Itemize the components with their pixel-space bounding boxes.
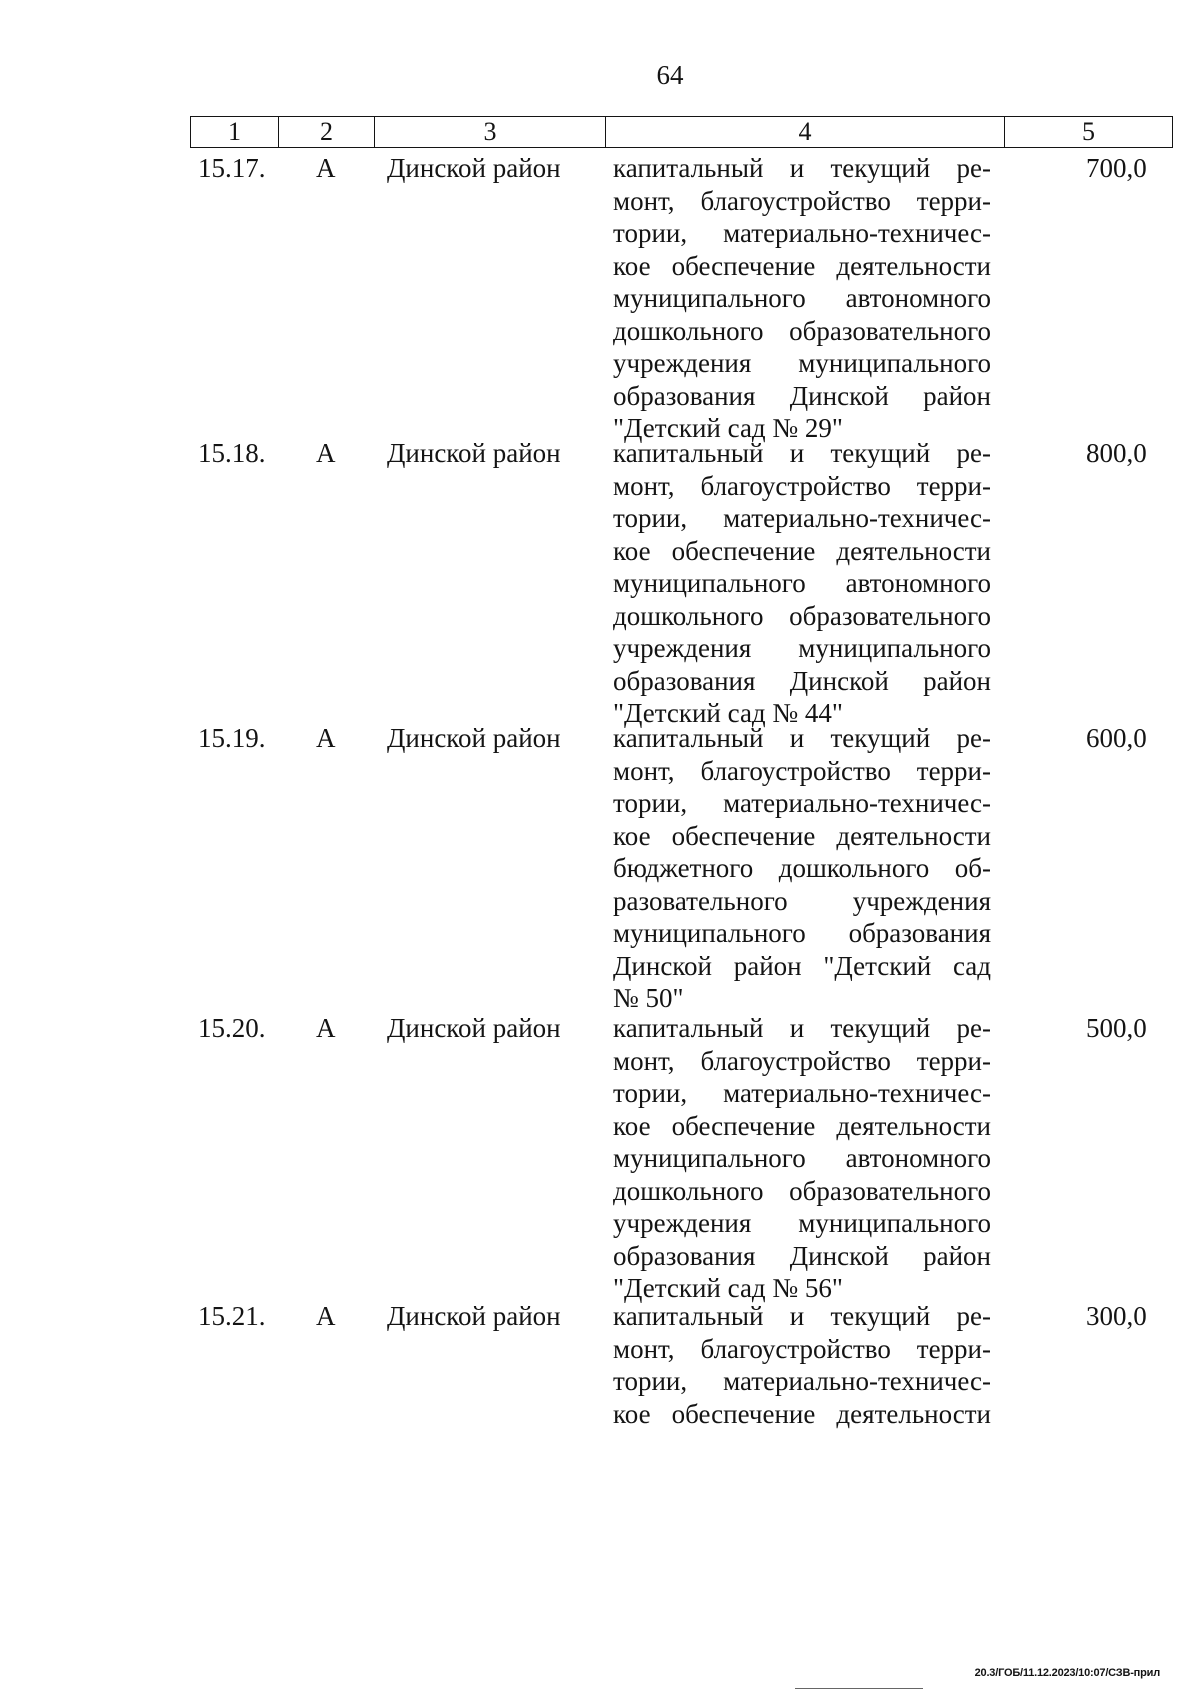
description-line: муниципального образования: [613, 918, 991, 948]
row-code: А: [316, 723, 336, 753]
row-description: [613, 437, 991, 730]
header-col-3: 3: [375, 117, 606, 148]
row-district: Динской район: [387, 723, 561, 753]
row-description: [613, 1012, 991, 1305]
footer-divider: [795, 1688, 923, 1689]
row-number: 15.20.: [198, 1013, 266, 1043]
description-line: тории, материально-техничес-: [613, 788, 991, 818]
row-code: А: [316, 1013, 336, 1043]
row-number: 15.18.: [198, 438, 266, 468]
description-line: монт, благоустройство терри-: [613, 1333, 991, 1364]
description-line: образования Динской район: [613, 380, 991, 411]
row-district: Динской район: [387, 153, 561, 183]
row-district: Динской район: [387, 1301, 561, 1331]
row-description: [613, 1300, 991, 1430]
description-line: кое обеспечение деятельности: [613, 1110, 991, 1141]
header-col-5: 5: [1005, 117, 1173, 148]
description-line: муниципального автономного: [613, 568, 991, 598]
description-line: "Детский сад № 56": [613, 1273, 843, 1303]
description-line: монт, благоустройство терри-: [613, 1045, 991, 1076]
row-amount: 700,0: [1086, 153, 1147, 183]
row-code: А: [316, 438, 336, 468]
description-line: № 50": [613, 983, 684, 1013]
row-district: Динской район: [387, 1013, 561, 1043]
description-line: образования Динской район: [613, 665, 991, 696]
header-col-2: 2: [279, 117, 375, 148]
description-line: капитальный и текущий ре-: [613, 1301, 991, 1331]
description-line: муниципального автономного: [613, 1143, 991, 1173]
description-line: монт, благоустройство терри-: [613, 185, 991, 216]
row-description: [613, 152, 991, 445]
description-line: Динской район "Детский сад: [613, 950, 991, 981]
description-line: кое обеспечение деятельности: [613, 820, 991, 851]
table-header: [190, 116, 1173, 148]
row-amount: 600,0: [1086, 723, 1147, 753]
description-line: "Детский сад № 44": [613, 698, 843, 728]
document-code: 20.3/ГОБ/11.12.2023/10:07/СЗВ-прил: [974, 1667, 1160, 1679]
description-line: монт, благоустройство терри-: [613, 755, 991, 786]
row-number: 15.17.: [198, 153, 266, 183]
description-line: дошкольного образовательного: [613, 1175, 991, 1206]
description-line: капитальный и текущий ре-: [613, 1013, 991, 1043]
description-line: тории, материально-техничес-: [613, 218, 991, 248]
description-line: учреждения муниципального: [613, 1208, 991, 1238]
description-line: учреждения муниципального: [613, 348, 991, 378]
description-line: "Детский сад № 29": [613, 413, 843, 443]
description-line: муниципального автономного: [613, 283, 991, 313]
description-line: дошкольного образовательного: [613, 315, 991, 346]
description-line: тории, материально-техничес-: [613, 1366, 991, 1396]
description-line: капитальный и текущий ре-: [613, 723, 991, 753]
row-amount: 500,0: [1086, 1013, 1147, 1043]
description-line: монт, благоустройство терри-: [613, 470, 991, 501]
description-line: кое обеспечение деятельности: [613, 1398, 991, 1429]
description-line: учреждения муниципального: [613, 633, 991, 663]
row-number: 15.21.: [198, 1301, 266, 1331]
description-line: кое обеспечение деятельности: [613, 535, 991, 566]
row-code: А: [316, 153, 336, 183]
row-description: [613, 722, 991, 1015]
description-line: тории, материально-техничес-: [613, 1078, 991, 1108]
description-line: капитальный и текущий ре-: [613, 438, 991, 468]
description-line: бюджетного дошкольного об-: [613, 853, 991, 883]
row-number: 15.19.: [198, 723, 266, 753]
row-amount: 300,0: [1086, 1301, 1147, 1331]
description-line: тории, материально-техничес-: [613, 503, 991, 533]
description-line: кое обеспечение деятельности: [613, 250, 991, 281]
description-line: разовательного учреждения: [613, 885, 991, 916]
description-line: образования Динской район: [613, 1240, 991, 1271]
row-district: Динской район: [387, 438, 561, 468]
row-amount: 800,0: [1086, 438, 1147, 468]
row-code: А: [316, 1301, 336, 1331]
header-col-1: 1: [191, 117, 279, 148]
header-col-4: 4: [606, 117, 1005, 148]
description-line: капитальный и текущий ре-: [613, 153, 991, 183]
description-line: дошкольного образовательного: [613, 600, 991, 631]
page-number: 64: [656, 60, 684, 90]
